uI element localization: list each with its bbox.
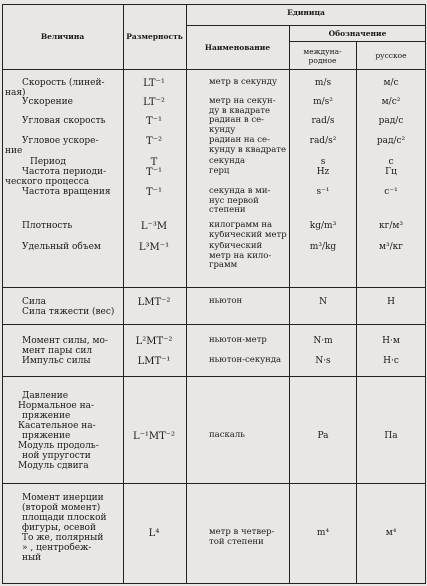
dimension-formula: T xyxy=(150,157,158,168)
dimension-formula: T⁻¹ xyxy=(146,167,162,178)
quantity-text: пряжение xyxy=(22,411,71,421)
quantity-text: пряжение xyxy=(22,431,71,441)
russian-symbol: м/с xyxy=(383,78,399,88)
unit-name-text: секунда xyxy=(209,157,246,166)
quantity-text: (второй момент) xyxy=(22,503,101,513)
table-border-bottom xyxy=(2,583,426,584)
unit-name-text: кунду в квадрате xyxy=(209,145,287,155)
quantity-text: Частота вращения xyxy=(22,187,111,197)
unit-name-text: секунда в ми- xyxy=(209,187,271,196)
russian-symbol: с⁻¹ xyxy=(384,187,398,197)
international-symbol: m³/kg xyxy=(309,242,337,252)
unit-name-text: метр на кило- xyxy=(209,251,272,261)
international-symbol: Pa xyxy=(317,431,329,441)
unit-name-text: ньютон-метр xyxy=(209,336,267,345)
quantity-text: Ускорение xyxy=(22,97,73,107)
quantity-text: Касательное на- xyxy=(18,421,96,431)
unit-name-text: нус первой xyxy=(209,196,259,206)
header-rule xyxy=(289,41,426,42)
russian-symbol: Н xyxy=(387,297,395,307)
quantity-text: Частота периоди- xyxy=(22,167,107,177)
quantity-text: фигуры, осевой xyxy=(22,523,96,533)
unit-name-text: кунду xyxy=(209,125,236,135)
dimension-formula: LMT⁻¹ xyxy=(137,356,171,367)
quantity-text: Нормальное на- xyxy=(18,401,95,411)
unit-name-text: той степени xyxy=(209,537,264,547)
international-symbol: rad/s xyxy=(311,116,335,126)
international-symbol: rad/s² xyxy=(309,136,337,146)
quantity-text: площади плоской xyxy=(22,513,107,523)
quantity-text: ческого процесса xyxy=(5,177,90,187)
header-russian: русское xyxy=(375,51,407,60)
table-border-top xyxy=(2,4,426,5)
header-rule xyxy=(186,25,426,26)
unit-name-text: герц xyxy=(209,167,230,176)
quantity-text: ной упругости xyxy=(22,451,91,461)
quantity-text: Импульс силы xyxy=(22,356,91,366)
quantity-text: Плотность xyxy=(22,221,73,231)
quantity-text: мент пары сил xyxy=(22,346,93,356)
russian-symbol: рад/с xyxy=(378,116,404,126)
international-symbol: Hz xyxy=(316,167,330,177)
section-rule xyxy=(2,324,426,325)
dimension-formula: LT⁻² xyxy=(143,97,165,108)
section-rule xyxy=(2,483,426,484)
unit-name-text: грамм xyxy=(209,261,238,270)
header-dimension: Размерность xyxy=(126,32,183,41)
dimension-formula: T⁻¹ xyxy=(146,116,162,127)
column-rule xyxy=(123,4,124,584)
dimension-formula: T⁻² xyxy=(146,136,162,147)
international-symbol: s xyxy=(320,157,326,167)
quantity-text: Момент силы, мо- xyxy=(22,336,108,346)
header-quantity: Величина xyxy=(40,32,85,41)
russian-symbol: м³/кг xyxy=(379,242,403,252)
dimension-formula: L³M⁻¹ xyxy=(138,242,170,253)
russian-symbol: Н·м xyxy=(382,336,400,346)
russian-symbol: рад/с² xyxy=(376,136,406,146)
unit-name-text: степени xyxy=(209,206,246,215)
header-unit-name: Наименование xyxy=(204,43,271,52)
unit-name-text: ньютон xyxy=(209,297,243,306)
unit-name-text: ду в квадрате xyxy=(209,106,271,116)
quantity-text: Скорость (линей- xyxy=(22,78,105,88)
quantity-text: Угловое ускоре- xyxy=(22,136,99,146)
russian-symbol: м⁴ xyxy=(385,528,397,538)
unit-name-text: килограмм на xyxy=(209,221,273,230)
quantity-text: ный xyxy=(22,553,42,563)
column-rule xyxy=(186,4,187,584)
quantity-text: Модуль сдвига xyxy=(18,461,89,471)
international-symbol: m/s² xyxy=(313,97,333,107)
international-symbol: s⁻¹ xyxy=(316,187,330,197)
quantity-text: » , центробеж- xyxy=(22,543,92,553)
section-rule xyxy=(2,376,426,377)
section-rule xyxy=(2,287,426,288)
unit-name-text: кубический метр xyxy=(209,230,287,240)
dimension-formula: L⁴ xyxy=(148,528,160,539)
quantity-text: Сила тяжести (вес) xyxy=(22,307,115,317)
russian-symbol: Н·с xyxy=(383,356,399,366)
international-symbol: N·s xyxy=(315,356,331,366)
quantity-text: Сила xyxy=(22,297,46,307)
table-border-left xyxy=(2,4,3,584)
quantity-text: Период xyxy=(30,157,66,167)
dimension-formula: LT⁻¹ xyxy=(143,78,165,89)
unit-name-text: кубический xyxy=(209,242,263,251)
international-symbol: N·m xyxy=(313,336,333,346)
russian-symbol: м/с² xyxy=(381,97,401,107)
dimension-formula: L⁻¹MT⁻² xyxy=(132,431,176,442)
unit-name-text: метр в четвер- xyxy=(209,528,275,537)
quantity-text: ная) xyxy=(5,88,26,98)
header-bottom-rule xyxy=(2,69,426,70)
unit-name-text: ньютон-секунда xyxy=(209,356,282,365)
header-international: междуна- родное xyxy=(303,47,342,65)
header-designation: Обозначение xyxy=(328,29,387,38)
unit-name-text: радиан в се- xyxy=(209,116,264,125)
unit-name-text: метр в секунду xyxy=(209,78,277,87)
quantity-text: То же, полярный xyxy=(22,533,104,543)
international-symbol: kg/m³ xyxy=(309,221,337,231)
unit-name-text: паскаль xyxy=(209,431,245,440)
international-symbol: m/s xyxy=(314,78,332,88)
dimension-formula: L²MT⁻² xyxy=(135,336,173,347)
quantity-text: Угловая скорость xyxy=(22,116,106,126)
quantity-text: Момент инерции xyxy=(22,493,104,503)
unit-name-text: метр на секун- xyxy=(209,97,276,106)
russian-symbol: с xyxy=(388,157,394,167)
international-symbol: m⁴ xyxy=(316,528,330,538)
russian-symbol: Гц xyxy=(385,167,397,177)
dimension-formula: L⁻³M xyxy=(140,221,168,232)
dimension-formula: LMT⁻² xyxy=(137,297,171,308)
quantity-text: ние xyxy=(5,146,23,156)
header-unit: Единица xyxy=(287,8,325,17)
table-border-right xyxy=(425,4,426,584)
russian-symbol: Па xyxy=(384,431,398,441)
russian-symbol: кг/м³ xyxy=(379,221,403,231)
quantity-text: Модуль продоль- xyxy=(18,441,99,451)
dimension-formula: T⁻¹ xyxy=(146,187,162,198)
unit-name-text: радиан на се- xyxy=(209,136,270,145)
quantity-text: Удельный объем xyxy=(22,242,101,252)
quantity-text: Давление xyxy=(22,391,69,401)
international-symbol: N xyxy=(319,297,327,307)
